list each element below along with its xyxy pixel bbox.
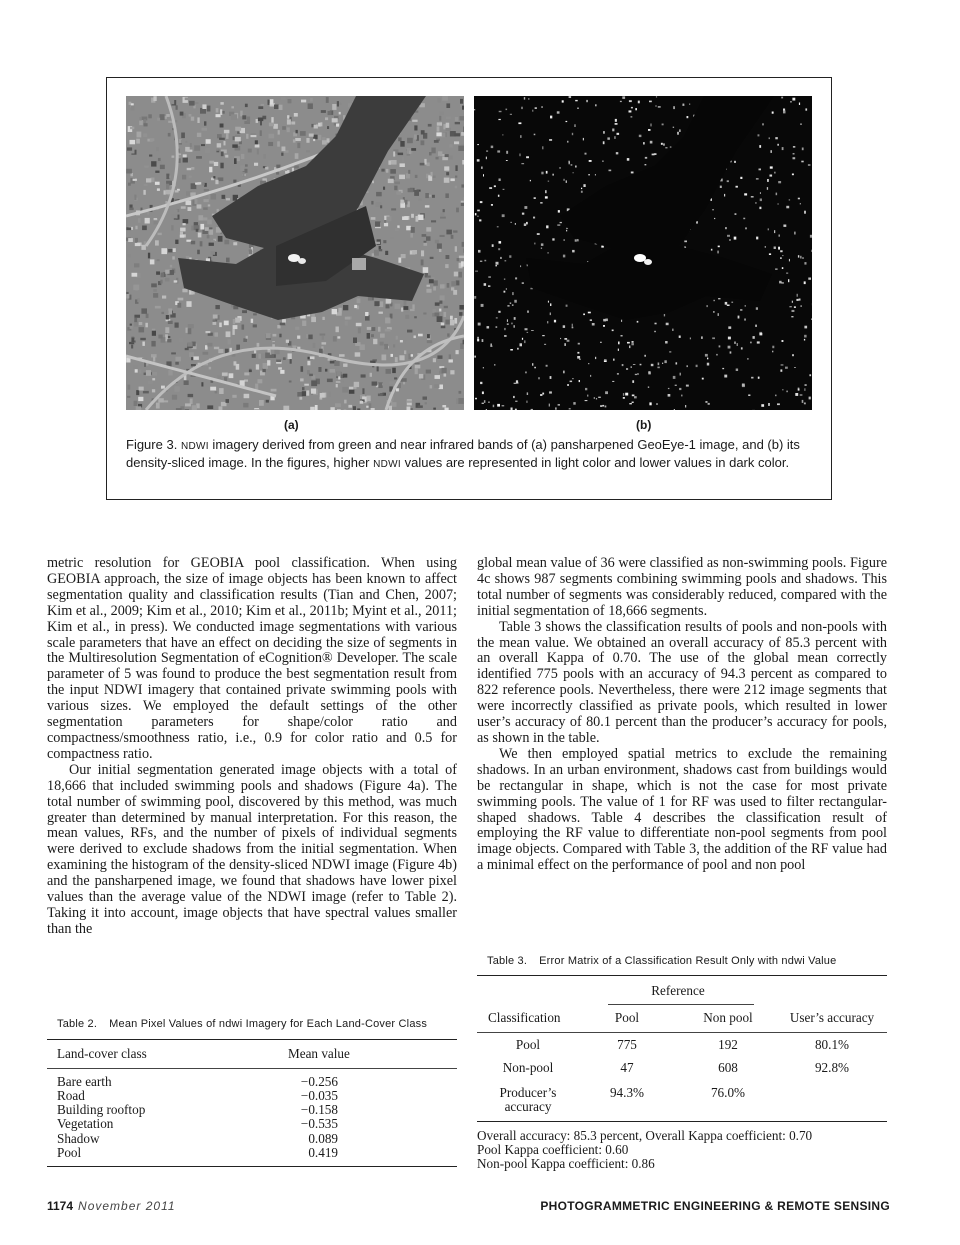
table2-cell-class: Vegetation [57,1116,114,1131]
table3-header-nonpool: Non pool [703,1010,753,1025]
figure-caption [126,437,816,474]
page-number: 1174 [47,1199,74,1213]
table2-cell-class: Shadow [57,1131,100,1146]
table2-cell-mean: −0.535 [300,1116,338,1131]
caption-part-1: imagery derived from green and near infrared bands of (a) pansharpened GeoEye-1 image, and (b) its density-sliced image. In the figures, higher [126,437,800,471]
journal-name: PHOTOGRAMMETRIC ENGINEERING & REMOTE SENSING [540,1199,890,1213]
table2-cell-mean: −0.158 [300,1102,338,1117]
table3-producer-nonpool: 76.0% [710,1085,746,1100]
paragraph: metric resolution for GEOBIA pool classification. When using GEOBIA approach, the size of image objects has been known to affect segmentation quality and classification results (Tian and Chen, 2007; Kim et al., 2009; Kim et al., 2010; Kim et al., 2011b; Myint et al., 2011; Kim et al., in press). We conducted image segmentations with various scale parameters that have an effect on deciding the size of segments in the Multiresolution Segmentation of eCognition® Developer. The scale parameter of 5 was found to produce the best segmentation result from the input NDWI imagery that contained private swimming pools with various sizes. We employed the default settings of the other segmentation parameters for shape/color ratio and compactness/smoothness ratio, i.e., 0.9 for color ratio and 0.5 for compactness ratio. [47,555,457,762]
table2-top-rule [47,1039,457,1040]
table3-cell-nonpool: 192 [718,1037,738,1052]
table2-title: Mean Pixel Values of ndwi Imagery for Each Land-Cover Class [109,1018,428,1030]
table3-producer-label-1: Producer’s [499,1085,557,1100]
caption-sc-1: NDWI [180,441,209,452]
table2-label: Table 2. [57,1018,98,1030]
table2-cell-class: Bare earth [57,1074,112,1089]
table2-cell-class: Building rooftop [57,1102,146,1117]
subfigure-label-a: (a) [284,418,299,432]
table3-header-classification: Classification [488,1010,561,1025]
paragraph: We then employed spatial metrics to exclude the remaining shadows. In an urban environment, shadows cast from buildings would be rectangular in shape, which is not the case for most private swimming pools. The value of 1 for RF was used to filter rectangular-shaped shadows. Table 4 describes the classification result of employing the RF value to differentiate non-pool segments from pool image objects. Compared with Table 3, the addition of the RF value had a minimal effect on the performance of pool and non pool [477,745,887,874]
paragraph: Our initial segmentation generated image objects with a total of 18,666 that included swimming pools and shadows (Figure 4a). The total number of swimming pool, discovered by this method, was much greater than determined by manual interpretation. For this reason, the mean values, RFs, and the number of pixels of individual segments were derived to exclude shadows from the initial segmentation. When examining the histogram of the density-sliced NDWI image (Figure 4b) and the pansharpened image, we found that shadows have lower pixel values than the average value of the NDWI image (refer to Table 2). Taking it into account, image objects that have spectral values smaller than the [47,761,457,937]
table2-cell-mean: 0.089 [308,1131,338,1146]
table3-caption [487,955,836,967]
aerial-image-a [126,96,464,410]
figure-image-density-sliced [474,96,812,410]
caption-sc-2: NDWI [373,459,402,471]
caption-head: Figure 3. [126,437,178,452]
table3-note: Overall accuracy: 85.3 percent, Overall Kappa coefficient: 0.70 [477,1128,813,1143]
page-footer-left [47,1199,176,1213]
table3-cell-users-accuracy: 80.1% [814,1037,850,1052]
table3-bottom-rule [477,1121,887,1122]
table3-cell-pool: 775 [617,1037,637,1052]
table3-note: Non-pool Kappa coefficient: 0.86 [477,1156,655,1171]
paragraph: Table 3 shows the classification results of pools and non-pools with the mean value. We obtained an overall accuracy of 85.3 percent with an overall Kappa of 0.70. The use of the global mean correctly identified 775 pools with an accuracy of 94.3 percent as compared to 822 reference pools. Nevertheless, there were 212 image segments that were incorrectly classified as private pools, which resulted in lower user’s accuracy of 80.1 percent than the producer’s accuracy for pools, as shown in the table. [477,618,887,746]
table3-cell-class: Pool [515,1037,541,1052]
table3-reference-header: Reference [651,983,705,998]
table3-top-rule [477,975,887,976]
table3-cell-nonpool: 608 [718,1060,738,1075]
table3-cell-users-accuracy: 92.8% [814,1060,850,1075]
table2-bottom-rule [47,1166,457,1167]
table3-cell-pool: 47 [620,1060,634,1075]
paragraph: global mean value of 36 were classified as non-swimming pools. Figure 4c shows 987 segments combining swimming pools and shadows. This total number of segments was considerably reduced, compared with the initial segmentation of 18,666 segments. [477,555,887,619]
table3-reference-rule [608,1004,754,1005]
table3-producer-label-2: accuracy [504,1099,552,1114]
table2-cell-mean: −0.035 [300,1088,338,1103]
table3-label: Table 3. [487,955,528,967]
table2-cell-class: Pool [57,1145,82,1160]
right-text-column [477,556,887,874]
table3-cell-class: Non-pool [502,1060,554,1075]
table2-header-class: Land-cover class [57,1046,147,1061]
caption-part-2: values are represented in light color and lower values in dark color. [401,455,790,471]
table3-note: Pool Kappa coefficient: 0.60 [477,1142,629,1157]
left-text-column [47,556,457,938]
table2-header-rule [47,1068,457,1069]
table3-header-pool: Pool [614,1010,640,1025]
table3-header-rule [477,1032,887,1033]
aerial-image-b [474,96,812,410]
table3-header-users-accuracy: User’s accuracy [789,1010,875,1025]
table3-producer-pool: 94.3% [609,1085,645,1100]
table2-caption [57,1018,427,1030]
subfigure-label-b: (b) [636,418,652,432]
table2-header-mean: Mean value [288,1046,350,1061]
table2-cell-mean: −0.256 [300,1074,338,1089]
issue-date: November 2011 [78,1199,176,1213]
figure-image-pansharpened [126,96,464,410]
table2-cell-class: Road [57,1088,85,1103]
table3-title: Error Matrix of a Classification Result Only with ndwi Value [539,955,837,967]
table2-cell-mean: 0.419 [308,1145,338,1160]
